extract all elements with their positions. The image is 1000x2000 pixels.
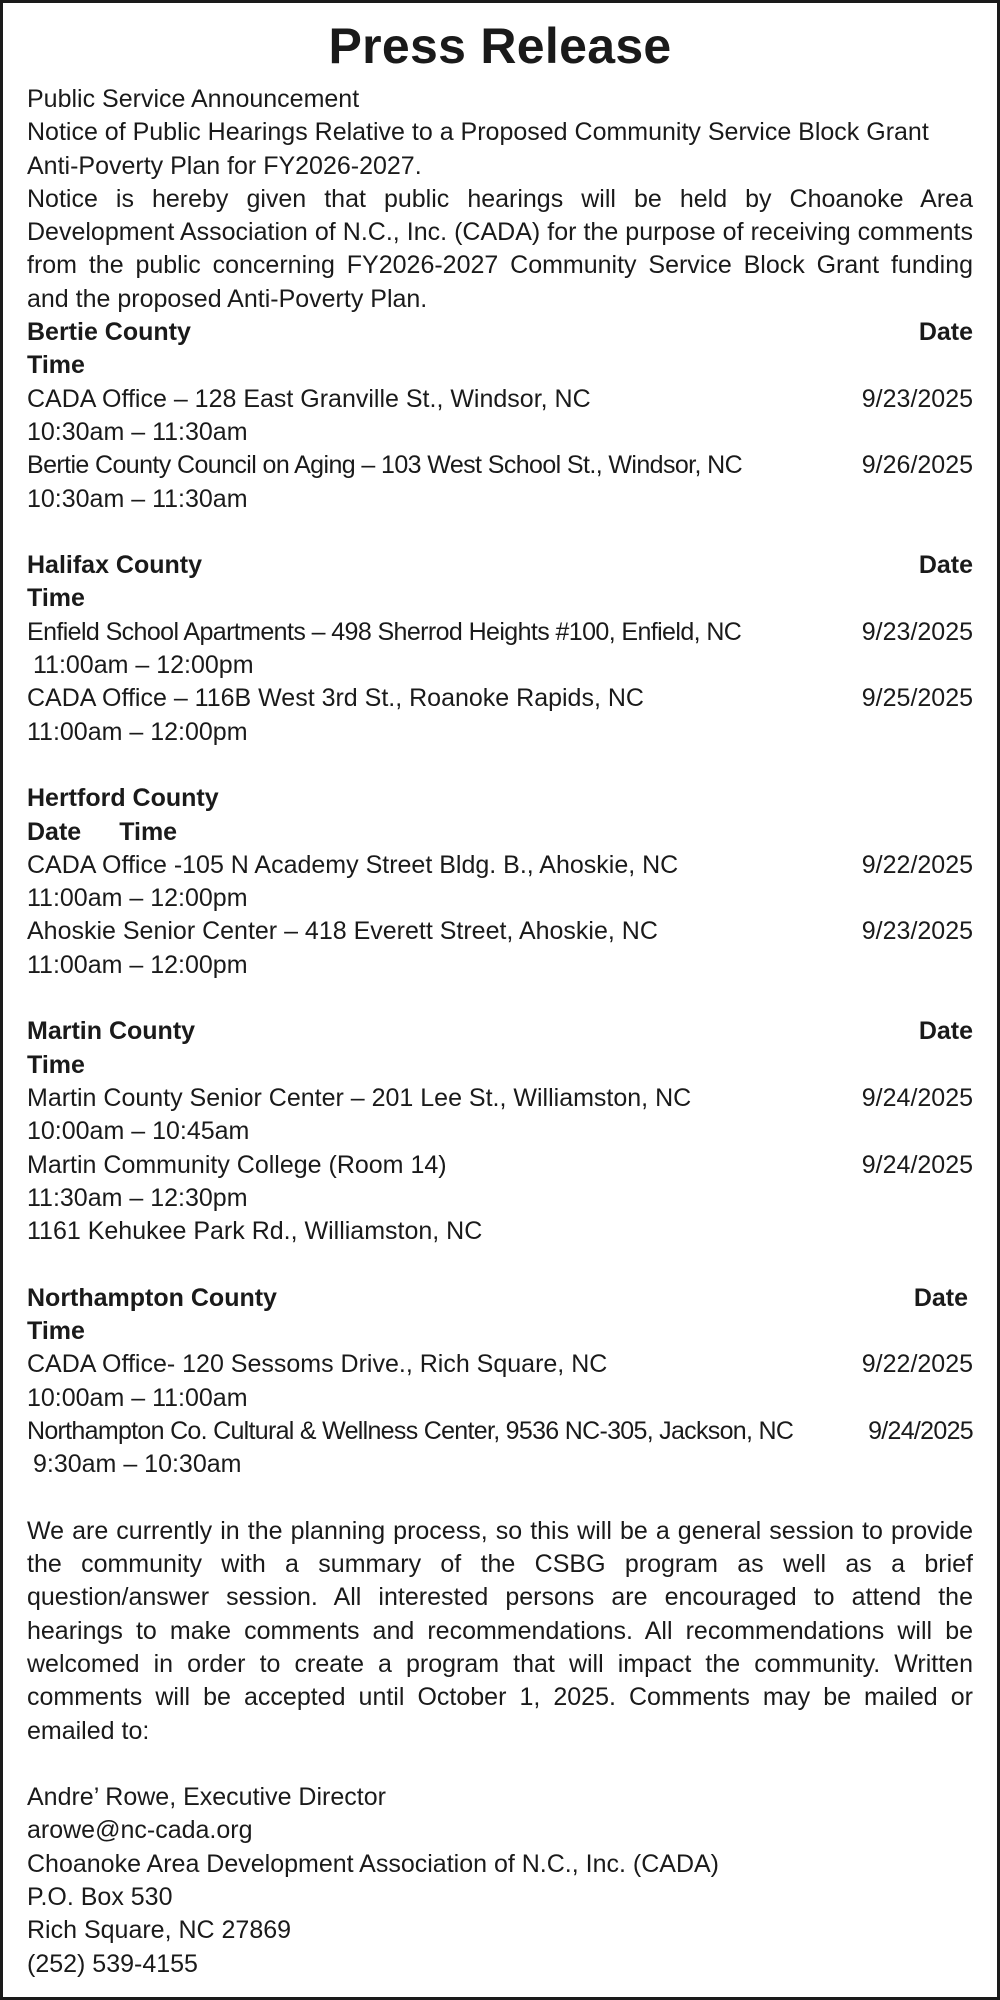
hearing-date: 9/24/2025 [861, 1083, 973, 1112]
hearing-date: 9/24/2025 [868, 1416, 973, 1445]
hearing-time: 11:00am – 12:00pm [33, 651, 254, 680]
time-header: Time [27, 584, 85, 613]
contact-phone: (252) 539-4155 [27, 1949, 198, 1978]
hearing-date: 9/23/2025 [861, 617, 973, 646]
hearing-time: 11:30am – 12:30pm [27, 1183, 248, 1212]
time-header: Time [27, 1050, 85, 1079]
hearing-location: Martin Community College (Room 14) [27, 1150, 447, 1179]
date-header: Date [918, 1017, 973, 1046]
contact-city: Rich Square, NC 27869 [27, 1916, 292, 1945]
county-name: Hertford County [27, 784, 219, 813]
contact-org: Choanoke Area Development Association of N.C., Inc. (CADA) [27, 1849, 719, 1878]
hearing-address: 1161 Kehukee Park Rd., Williamston, NC [27, 1217, 483, 1246]
hearing-location: Ahoskie Senior Center – 418 Everett Street, Ahoskie, NC [27, 917, 658, 946]
county-section-northampton [27, 1282, 973, 1482]
hearing-time: 11:00am – 12:00pm [27, 950, 248, 979]
date-header: Date [27, 817, 82, 846]
county-section-hertford [27, 782, 973, 982]
hearing-location: Northampton Co. Cultural & Wellness Center, 9536 NC-305, Jackson, NC [27, 1416, 794, 1445]
hearing-date: 9/23/2025 [861, 917, 973, 946]
hearing-location: CADA Office – 128 East Granville St., Windsor, NC [27, 384, 591, 413]
notice-body: Notice is hereby given that public hearings will be held by Choanoke Area Development Association of N.C., Inc. (CADA) for the purpose of receiving comments from the public concerning FY2026-2027 Community Service Block Grant funding and the proposed Anti-Poverty Plan. [27, 184, 973, 313]
contact-name: Andre’ Rowe, Executive Director [27, 1783, 386, 1812]
hearing-location: Bertie County Council on Aging – 103 West School St., Windsor, NC [27, 451, 743, 480]
time-header: Time [27, 1316, 85, 1345]
hearing-location: Enfield School Apartments – 498 Sherrod Heights #100, Enfield, NC [27, 617, 742, 646]
hearing-time: 10:30am – 11:30am [27, 484, 248, 513]
hearing-date: 9/22/2025 [861, 1350, 973, 1379]
page-title: Press Release [328, 18, 672, 74]
contact-email[interactable]: arowe@nc-cada.org [27, 1816, 253, 1845]
county-name: Halifax County [27, 551, 203, 580]
hearing-time: 10:30am – 11:30am [27, 417, 248, 446]
county-name: Martin County [27, 1017, 196, 1046]
hearing-time: 10:00am – 10:45am [27, 1117, 250, 1146]
hearing-date: 9/25/2025 [861, 684, 973, 713]
hearing-date: 9/23/2025 [861, 384, 973, 413]
hearing-time: 11:00am – 12:00pm [27, 884, 248, 913]
hearing-time: 10:00am – 11:00am [27, 1383, 248, 1412]
hearing-location: Martin County Senior Center – 201 Lee St., Williamston, NC [27, 1083, 692, 1112]
contact-po-box: P.O. Box 530 [27, 1883, 173, 1912]
contact-block [27, 1781, 973, 1981]
hearing-date: 9/24/2025 [861, 1150, 973, 1179]
hearing-date: 9/26/2025 [861, 451, 973, 480]
psa-label: Public Service Announcement [27, 85, 360, 113]
hearing-time: 11:00am – 12:00pm [27, 717, 248, 746]
hearing-location: CADA Office – 116B West 3rd St., Roanoke Rapids, NC [27, 684, 644, 713]
county-name: Northampton County [27, 1283, 277, 1312]
county-name: Bertie County [27, 318, 191, 347]
county-section-halifax [27, 549, 973, 749]
county-section-bertie [27, 316, 973, 516]
date-header: Date [918, 318, 973, 347]
date-header: Date [913, 1283, 968, 1312]
time-header: Time [119, 817, 178, 846]
hearing-location: CADA Office -105 N Academy Street Bldg. B., Ahoskie, NC [27, 850, 679, 879]
county-section-martin [27, 1015, 973, 1248]
closing-paragraph: We are currently in the planning process, so this will be a general session to provide the community with a summary of the CSBG program as well as a brief question/answer session. All interested persons are encouraged to attend the hearings to make comments and recommendations. All recommendations will be welcomed in order to create a program that will impact the community. Written comments will be accepted until October 1, 2025. Comments may be mailed or emailed to: [27, 1516, 973, 1745]
hearing-time: 9:30am – 10:30am [33, 1450, 242, 1479]
hearing-location: CADA Office- 120 Sessoms Drive., Rich Square, NC [27, 1350, 608, 1379]
notice-title: Notice of Public Hearings Relative to a Proposed Community Service Block Grant Anti-Poverty Plan for FY2026-2027. [27, 118, 929, 180]
hearing-date: 9/22/2025 [861, 850, 973, 879]
date-header: Date [918, 551, 973, 580]
time-header: Time [27, 351, 85, 380]
